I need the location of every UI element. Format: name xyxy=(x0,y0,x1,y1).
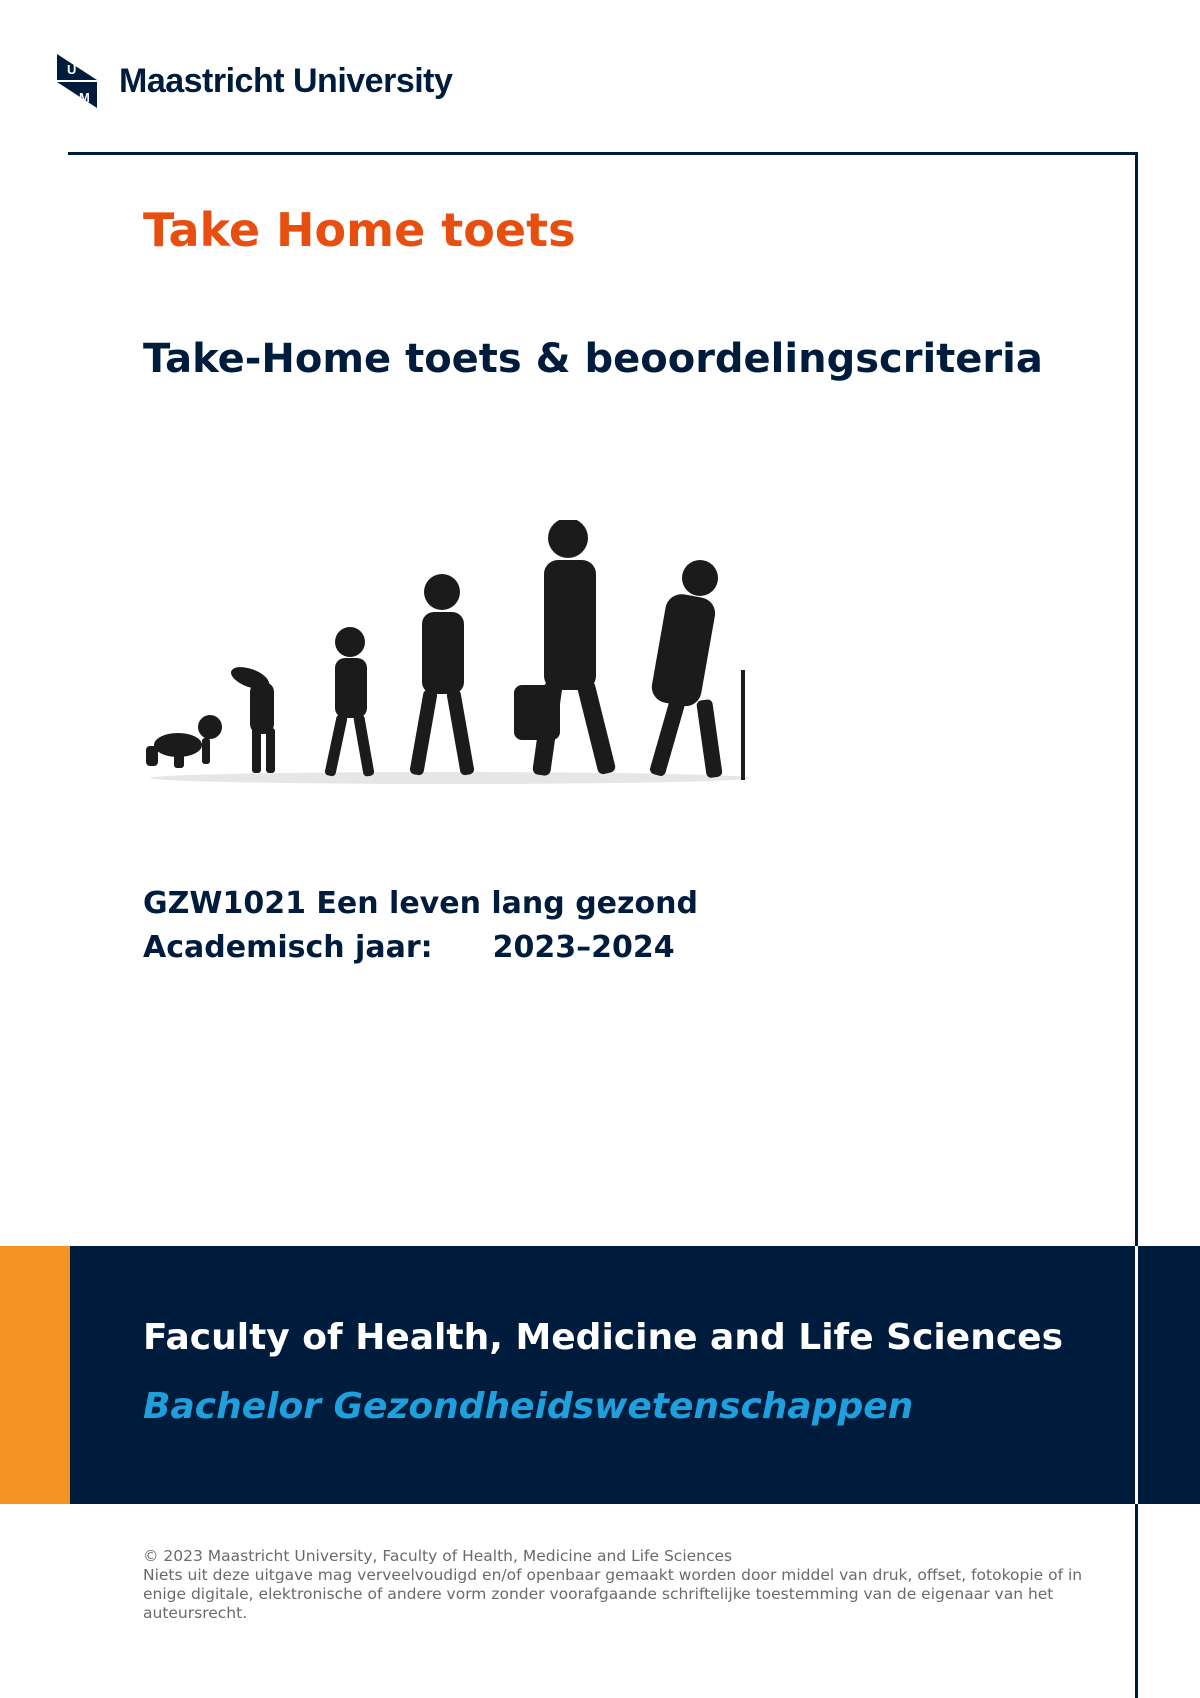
faculty-banner xyxy=(70,1246,1200,1504)
banner-frame-gap xyxy=(1135,1246,1138,1504)
adult-silhouette xyxy=(514,520,616,776)
university-logo xyxy=(55,52,452,110)
academic-year-label: Academisch jaar: xyxy=(143,930,433,965)
page-title: Take Home toets xyxy=(143,203,576,257)
program-name: Bachelor Gezondheidswetenschappen xyxy=(143,1386,914,1427)
life-stages-silhouettes-image xyxy=(140,520,760,785)
copyright-disclaimer: Niets uit deze uitgave mag verveelvoudigd en/of openbaar gemaakt worden door middel van druk, offset, fotokopie of in enige digitale, elektronische of andere vorm zonder voorafgaande schriftelijke toestemming van de eigenaar van het auteursrecht. xyxy=(143,1566,1083,1622)
toddler-silhouette xyxy=(228,663,275,773)
page-subtitle: Take-Home toets & beoordelingscriteria xyxy=(143,336,1043,382)
academic-year-value: 2023–2024 xyxy=(492,930,675,965)
svg-text:U: U xyxy=(67,62,77,77)
child-silhouette xyxy=(324,627,374,777)
course-title: GZW1021 Een leven lang gezond xyxy=(143,886,698,921)
copyright-notice xyxy=(143,1547,1083,1623)
baby-silhouette xyxy=(146,715,222,768)
svg-text:M: M xyxy=(79,90,90,105)
copyright-line: © 2023 Maastricht University, Faculty of Health, Medicine and Life Sciences xyxy=(143,1547,733,1565)
banner-orange-accent xyxy=(0,1246,70,1504)
frame-top-rule xyxy=(68,152,1137,155)
logo-text: Maastricht University xyxy=(119,61,453,100)
academic-year-row xyxy=(143,926,698,970)
um-logo-icon xyxy=(55,52,99,110)
elderly-silhouette xyxy=(649,560,745,780)
faculty-name: Faculty of Health, Medicine and Life Sciences xyxy=(143,1317,1064,1358)
boy-silhouette xyxy=(409,574,475,776)
course-info xyxy=(143,882,698,970)
